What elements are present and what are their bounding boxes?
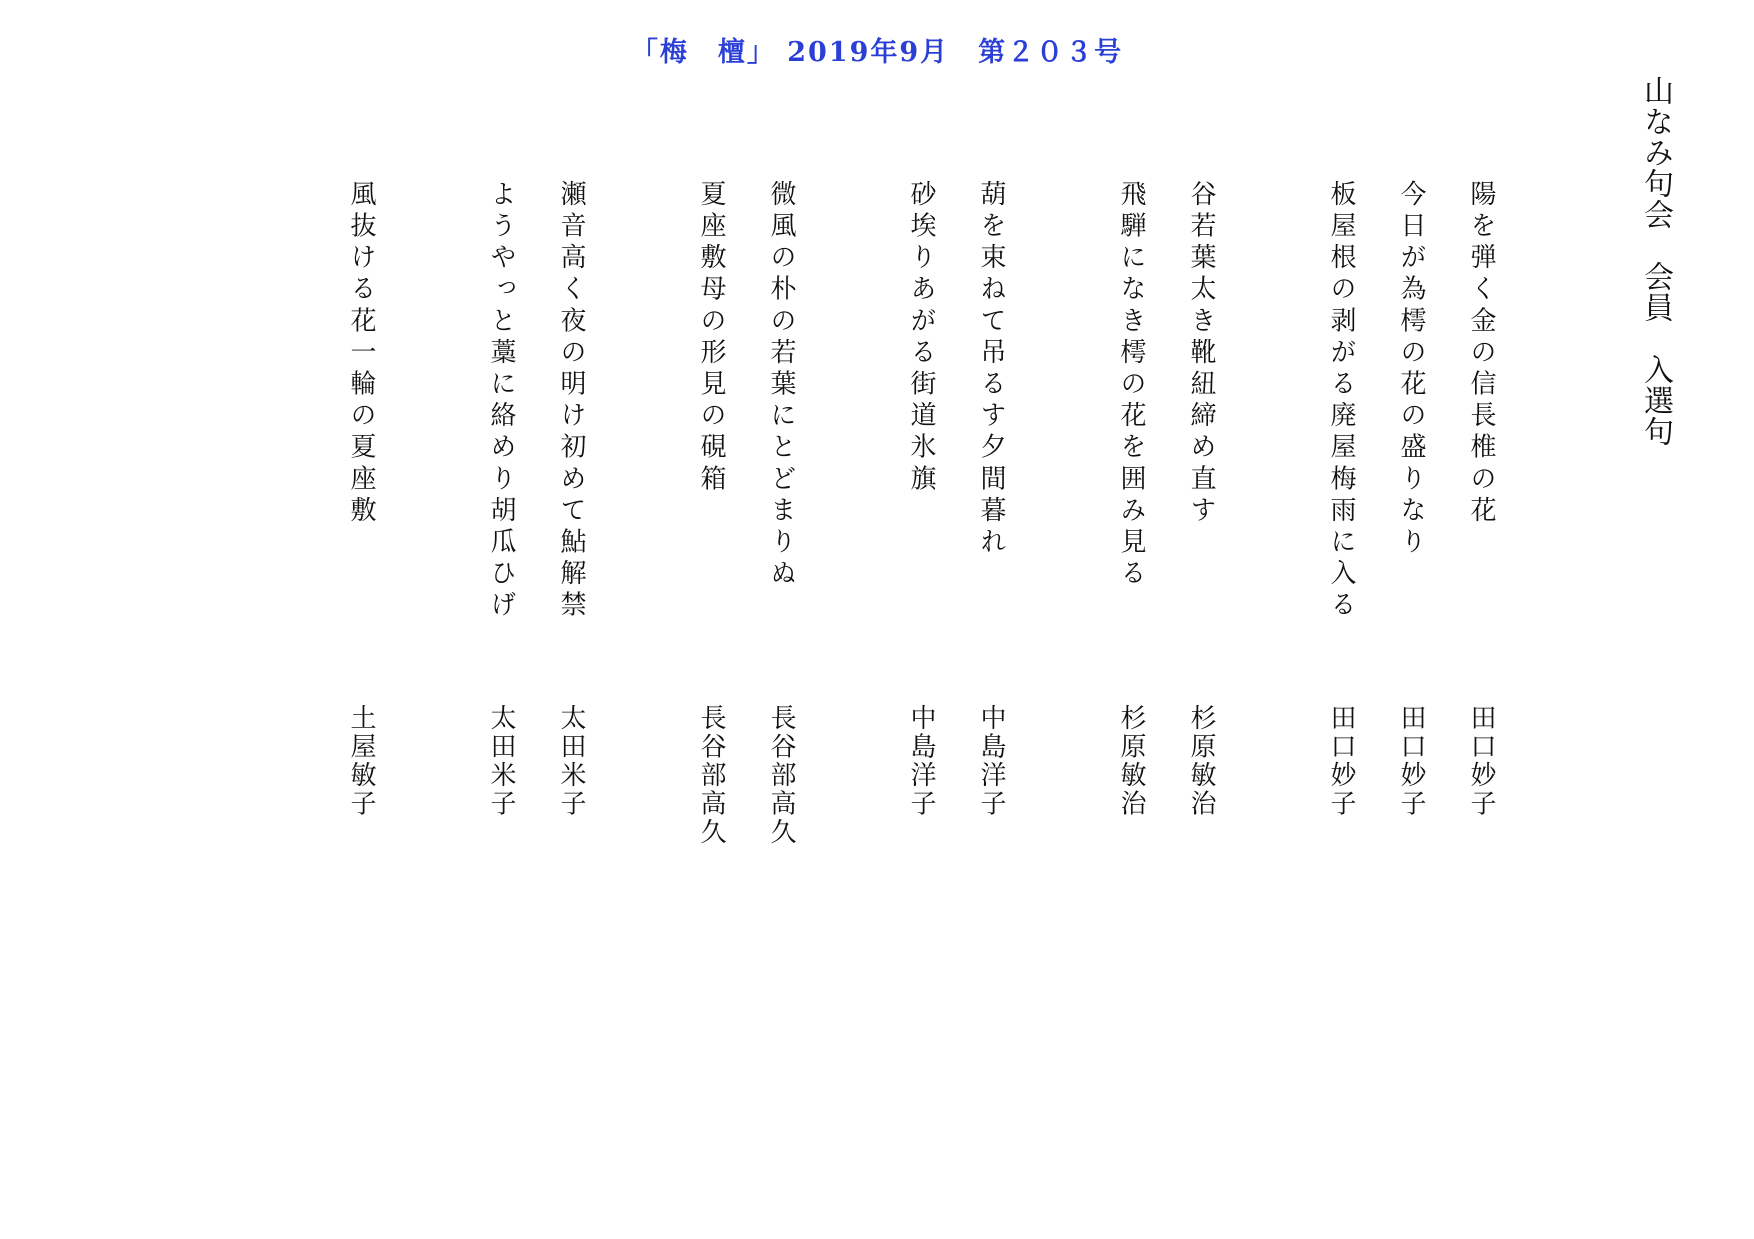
haiku-text: 陽を弾く金の信長椎の花: [1466, 180, 1496, 528]
haiku-text: 夏座敷母の形見の硯箱: [696, 180, 726, 496]
haiku-text: 砂埃りあがる街道氷旗: [906, 180, 936, 496]
haiku-author: 長谷部高久: [696, 704, 726, 847]
haiku-author: 田口妙子: [1326, 704, 1356, 818]
haiku-text: 飛騨になき樗の花を囲み見る: [1116, 180, 1146, 591]
haiku-text: 微風の朴の若葉にとどまりぬ: [766, 180, 796, 591]
haiku-text: ようやっと藁に絡めり胡瓜ひげ: [486, 180, 516, 623]
haiku-author: 太田米子: [556, 704, 586, 818]
haiku-author: 長谷部高久: [766, 704, 796, 847]
haiku-author: 太田米子: [486, 704, 516, 818]
haiku-text: 葫を束ねて吊るす夕間暮れ: [976, 180, 1006, 560]
haiku-text: 瀬音高く夜の明け初めて鮎解禁: [556, 180, 586, 623]
section-title: 山なみ句会 会員 入選句: [1638, 75, 1673, 447]
haiku-author: 杉原敏治: [1186, 704, 1216, 818]
haiku-author: 中島洋子: [906, 704, 936, 818]
haiku-author: 田口妙子: [1466, 704, 1496, 818]
haiku-text: 板屋根の剥がる廃屋梅雨に入る: [1326, 180, 1356, 623]
haiku-text: 今日が為樗の花の盛りなり: [1396, 180, 1426, 560]
haiku-author: 土屋敏子: [346, 704, 376, 818]
haiku-author: 杉原敏治: [1116, 704, 1146, 818]
haiku-text: 風抜ける花一輪の夏座敷: [346, 180, 376, 528]
haiku-author: 田口妙子: [1396, 704, 1426, 818]
haiku-text: 谷若葉太き靴紐締め直す: [1186, 180, 1216, 528]
haiku-author: 中島洋子: [976, 704, 1006, 818]
newsletter-header: 「梅 檀」 2019年9月 第２０３号: [630, 37, 1124, 68]
